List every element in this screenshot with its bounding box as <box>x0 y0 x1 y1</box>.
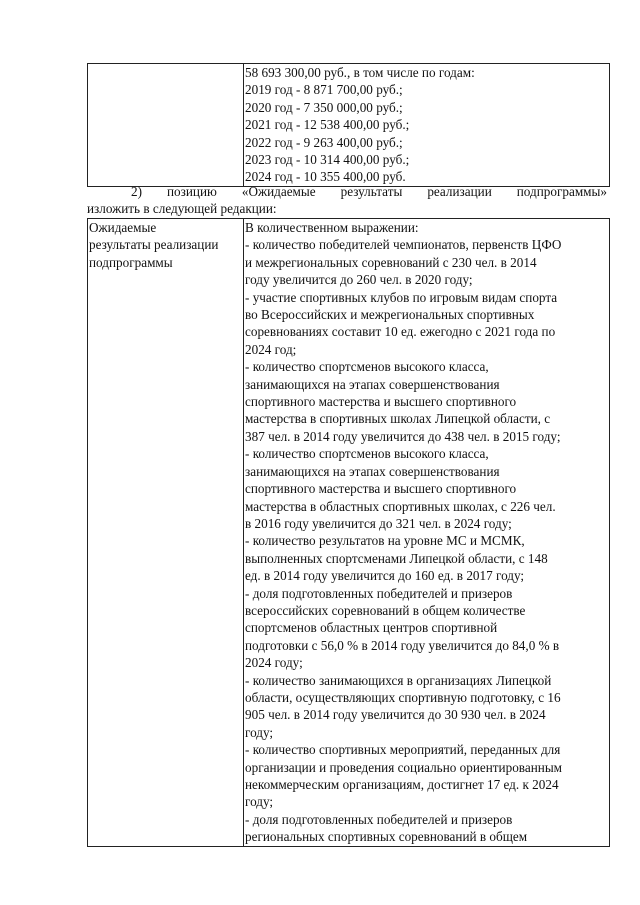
results-line: занимающихся на этапах совершенствования <box>245 376 500 392</box>
results-table-right-cell <box>244 219 610 847</box>
instruction-paragraph-line-2: изложить в следующей редакции: <box>87 201 277 217</box>
results-line: - доля подготовленных победителей и призеров <box>245 811 513 827</box>
instruction-paragraph-line-1 <box>87 183 607 200</box>
results-line: занимающихся на этапах совершенствования <box>245 463 500 479</box>
results-line: мастерства в спортивных школах Липецкой области, с <box>245 411 551 427</box>
results-line: всероссийских соревнований в общем количестве <box>245 602 526 618</box>
funding-table-left-cell <box>88 64 244 187</box>
results-line: области, осуществляющих спортивную подготовку, с 16 <box>245 689 561 705</box>
results-line: году; <box>245 724 274 740</box>
funding-line: 2021 год - 12 538 400,00 руб.; <box>245 117 410 133</box>
funding-line: 2020 год - 7 350 000,00 руб.; <box>245 99 403 115</box>
funding-line: 2019 год - 8 871 700,00 руб.; <box>245 82 403 98</box>
results-line: 2024 год; <box>245 341 297 357</box>
results-table <box>87 218 610 847</box>
results-line: году увеличится до 260 чел. в 2020 году; <box>245 272 473 288</box>
results-line: 387 чел. в 2014 году увеличится до 438 чел. в 2015 году; <box>245 428 561 444</box>
paragraph-word: 2) <box>131 184 142 199</box>
results-table-row <box>88 219 610 847</box>
results-line: подготовки с 56,0 % в 2014 году увеличится до 84,0 % в <box>245 637 560 653</box>
results-line: - количество занимающихся в организациях Липецкой <box>245 672 552 688</box>
left-cell-line: результаты реализации <box>89 237 219 253</box>
funding-table <box>87 63 610 187</box>
funding-line: 58 693 300,00 руб., в том числе по годам: <box>245 65 475 80</box>
results-line: - количество результатов на уровне МС и МСМК, <box>245 533 525 549</box>
funding-table-right-cell <box>244 64 610 187</box>
results-line: 905 чел. в 2014 году увеличится до 30 930 чел. в 2024 <box>245 707 546 723</box>
left-cell-line: подпрограммы <box>89 254 173 270</box>
results-line: - количество спортивных мероприятий, переданных для <box>245 742 561 758</box>
results-line: региональных спортивных соревнований в общем <box>245 829 528 845</box>
paragraph-word: подпрограммы» <box>516 184 607 199</box>
funding-line: 2022 год - 9 263 400,00 руб.; <box>245 134 403 150</box>
results-line: и межрегиональных соревнований с 230 чел. в 2014 <box>245 254 537 270</box>
results-line: спортивного мастерства и высшего спортивного <box>245 481 517 497</box>
instruction-paragraph <box>87 183 607 218</box>
results-line: спортивного мастерства и высшего спортивного <box>245 394 517 410</box>
results-line: ед. в 2014 году увеличится до 160 ед. в 2017 году; <box>245 568 525 584</box>
paragraph-word: реализации <box>427 184 492 199</box>
results-line: - количество спортсменов высокого класса, <box>245 446 489 462</box>
results-line: спортсменов областных центров спортивной <box>245 620 498 636</box>
results-line: мастерства в областных спортивных школах, с 226 чел. <box>245 498 556 514</box>
results-line: организации и проведения социально ориентированным <box>245 759 563 775</box>
results-line: В количественном выражении: <box>245 220 419 235</box>
results-line: - участие спортивных клубов по игровым видам спорта <box>245 289 558 305</box>
results-line: соревнованиях составит 10 ед. ежегодно с 2021 года по <box>245 324 556 340</box>
results-line: 2024 году; <box>245 655 303 671</box>
paragraph-word: «Ожидаемые <box>241 184 316 199</box>
results-line: во Всероссийских и межрегиональных спортивных <box>245 307 535 323</box>
results-line: выполненных спортсменами Липецкой области, с 148 <box>245 550 548 566</box>
results-line: году; <box>245 794 274 810</box>
paragraph-word: результаты <box>340 184 403 199</box>
results-line: - доля подготовленных победителей и призеров <box>245 585 513 601</box>
results-line: в 2016 году увеличится до 321 чел. в 2024 году; <box>245 515 512 531</box>
results-line: - количество спортсменов высокого класса, <box>245 359 489 375</box>
paragraph-word: позицию <box>166 184 217 199</box>
results-line: некоммерческим организациям, достигнет 17 ед. к 2024 <box>245 777 559 792</box>
results-table-left-cell <box>88 219 244 847</box>
funding-table-row <box>88 64 610 187</box>
funding-line: 2023 год - 10 314 400,00 руб.; <box>245 152 410 168</box>
results-line: - количество победителей чемпионатов, первенств ЦФО <box>245 237 562 253</box>
left-cell-line: Ожидаемые <box>89 220 157 235</box>
funding-line: 2024 год - 10 355 400,00 руб. <box>245 169 406 185</box>
